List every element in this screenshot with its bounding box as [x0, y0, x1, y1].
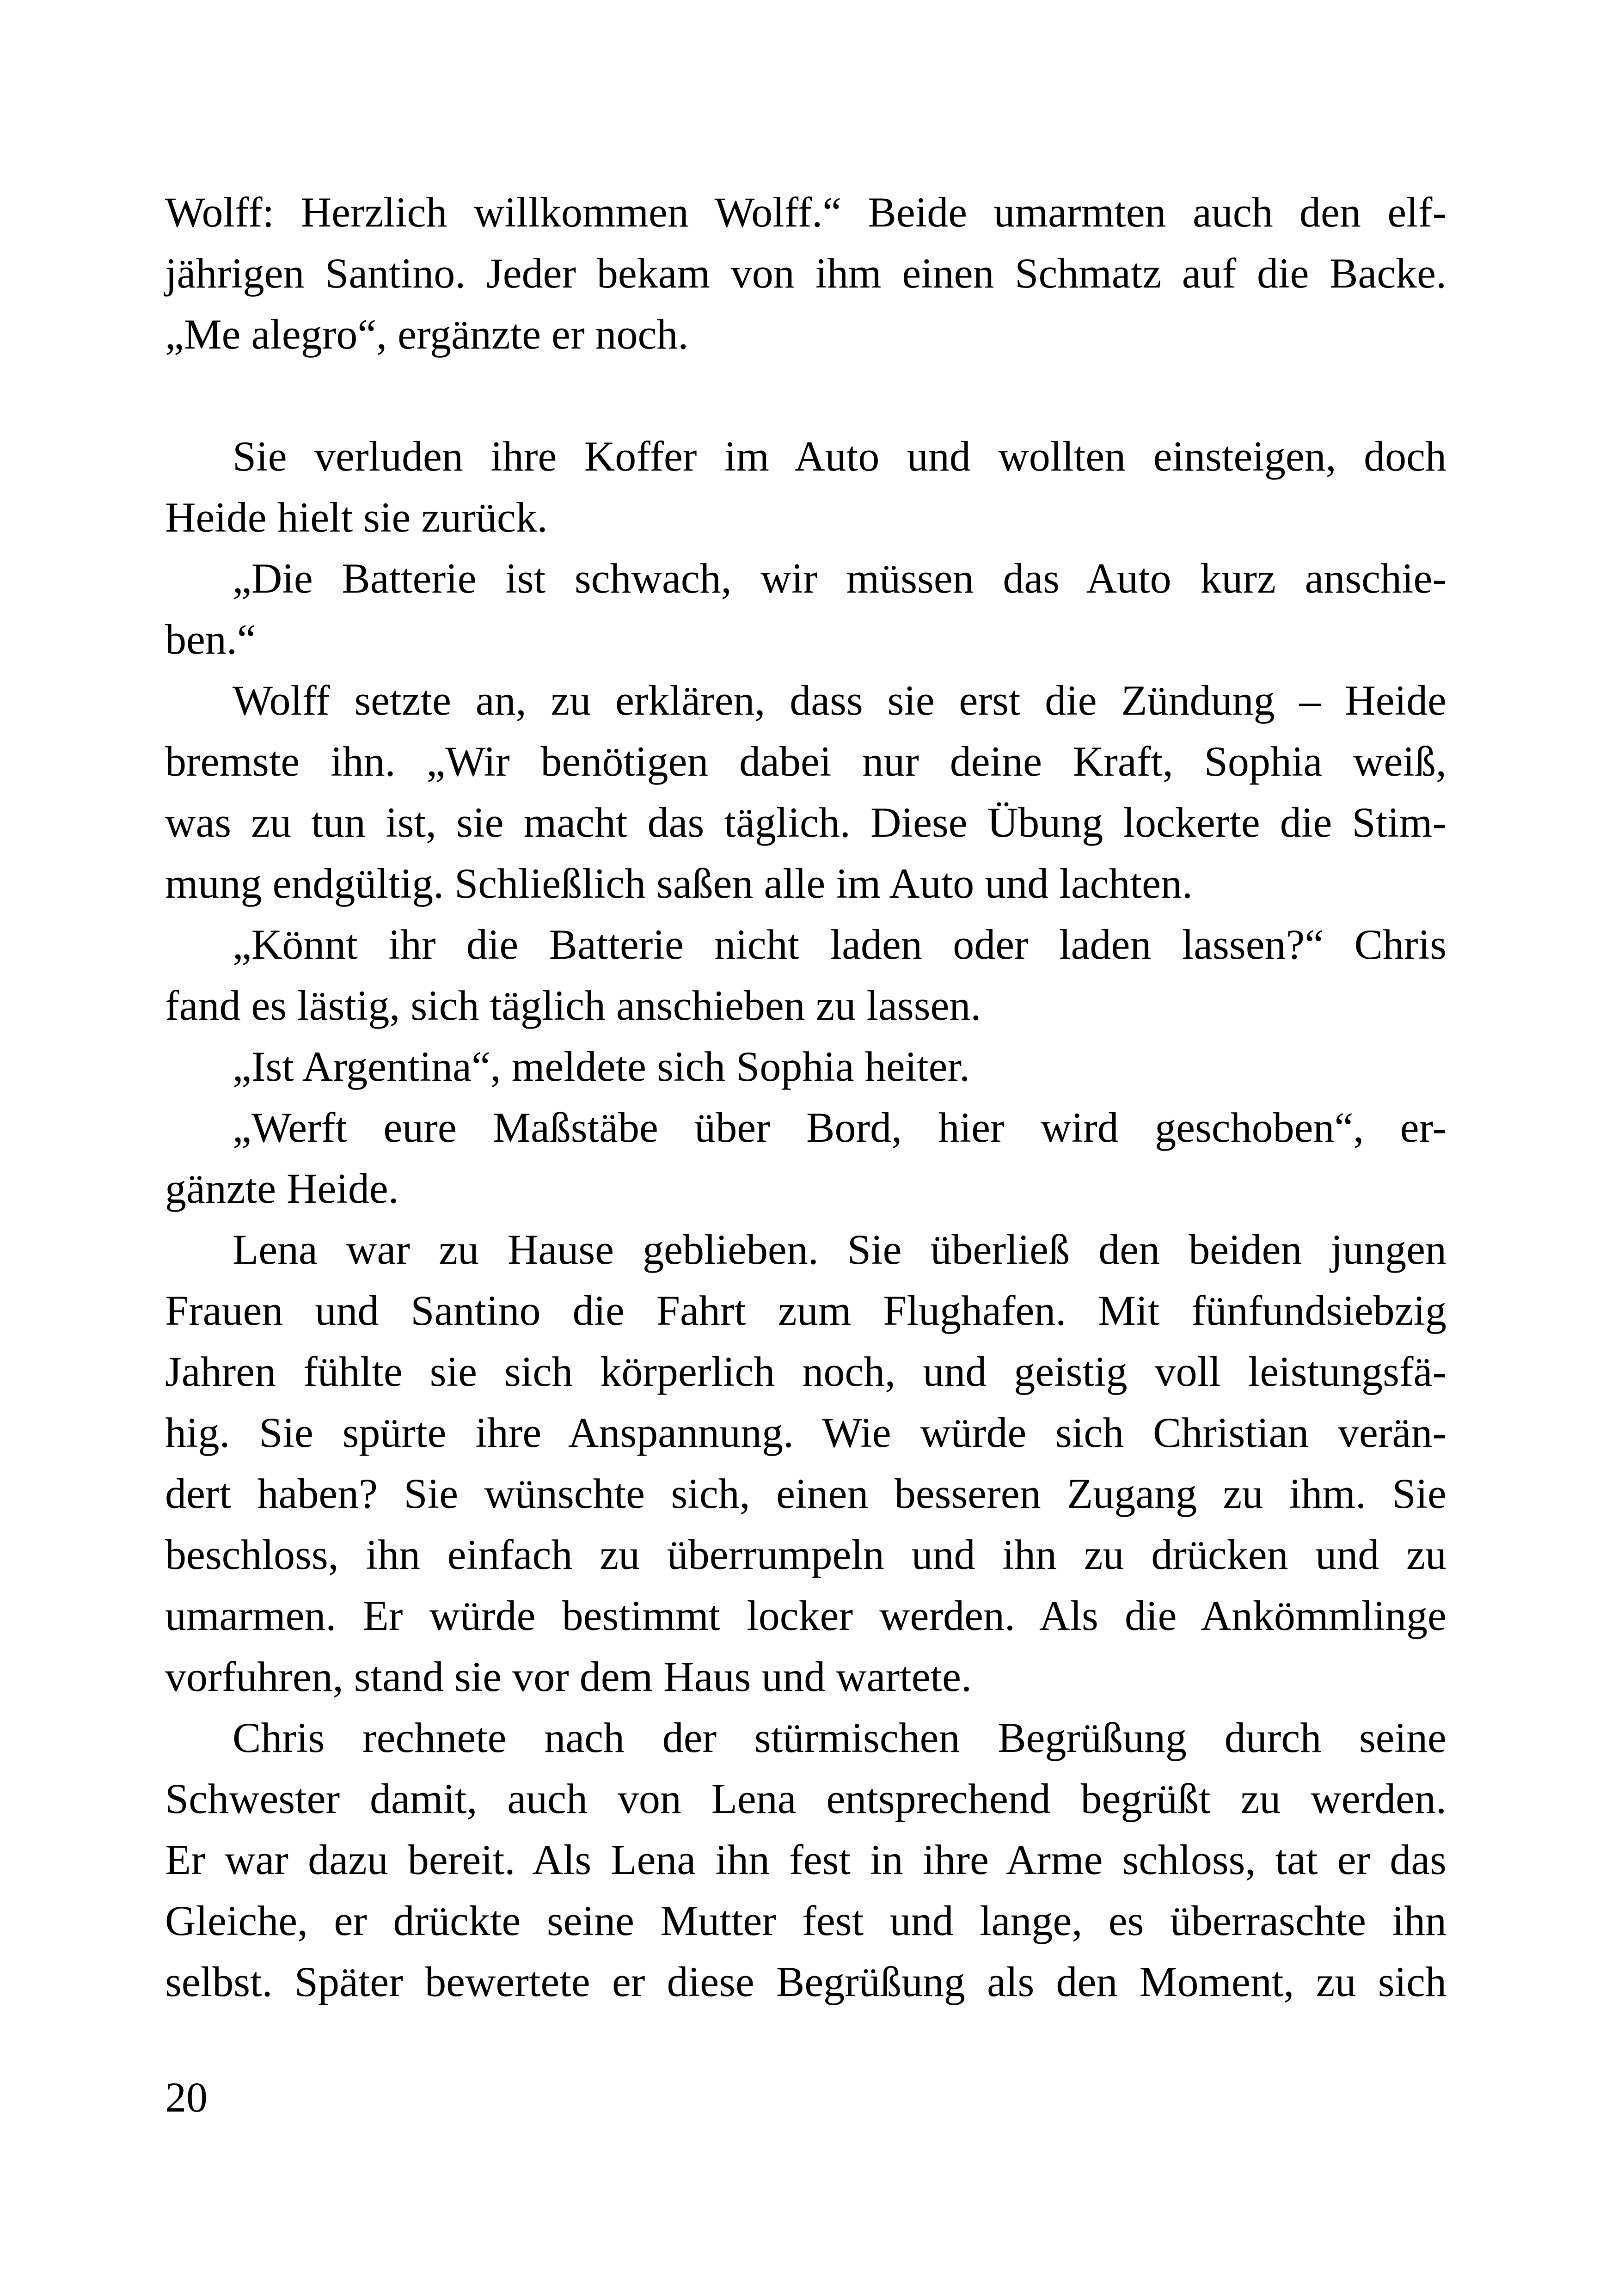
text-line: selbst. Später bewertete er diese Begrüßung als den Moment, zu sich [165, 1958, 1446, 2005]
paragraph [165, 1219, 1446, 1707]
text-line: Schwester damit, auch von Lena entsprechend begrüßt zu werden. [165, 1775, 1446, 1822]
paragraph [165, 1707, 1446, 2012]
text-line: „Die Batterie ist schwach, wir müssen das Auto kurz anschie- [233, 555, 1446, 602]
text-line: vorfuhren, stand sie vor dem Haus und wartete. [165, 1653, 972, 1700]
paragraph [165, 426, 1446, 548]
text-line: ben.“ [165, 616, 256, 663]
text-line: hig. Sie spürte ihre Anspannung. Wie würde sich Christian verän- [165, 1409, 1446, 1456]
text-line: Er war dazu bereit. Als Lena ihn fest in ihre Arme schloss, tat er das [165, 1836, 1446, 1883]
text-line: mung endgültig. Schließlich saßen alle im Auto und lachten. [165, 860, 1193, 907]
text-block [165, 182, 1446, 2012]
text-line: beschloss, ihn einfach zu überrumpeln und ihn zu drücken und zu [165, 1531, 1446, 1578]
paragraph [165, 548, 1446, 670]
text-line: Sie verluden ihre Koffer im Auto und wollten einsteigen, doch [233, 433, 1446, 480]
text-line: umarmen. Er würde bestimmt locker werden. Als die Ankömmlinge [165, 1592, 1446, 1639]
text-line: „Ist Argentina“, meldete sich Sophia heiter. [233, 1043, 970, 1090]
text-line: „Me alegro“, ergänzte er noch. [165, 311, 689, 358]
text-line: Gleiche, er drückte seine Mutter fest und lange, es überraschte ihn [165, 1897, 1446, 1944]
text-line: Wolff: Herzlich willkommen Wolff.“ Beide umarmten auch den elf- [165, 189, 1446, 236]
text-line: fand es lästig, sich täglich anschieben zu lassen. [165, 982, 981, 1029]
page-number: 20 [165, 2074, 208, 2121]
paragraph [165, 670, 1446, 914]
text-line: Jahren fühlte sie sich körperlich noch, und geistig voll leistungsfä- [165, 1348, 1446, 1395]
text-line: gänzte Heide. [165, 1165, 399, 1212]
text-line: „Werft eure Maßstäbe über Bord, hier wird geschoben“, er- [233, 1104, 1446, 1151]
text-line: bremste ihn. „Wir benötigen dabei nur deine Kraft, Sophia weiß, [165, 738, 1446, 785]
text-line: Heide hielt sie zurück. [165, 494, 548, 541]
paragraph [165, 1097, 1446, 1219]
text-line: Frauen und Santino die Fahrt zum Flughafen. Mit fünfundsiebzig [165, 1287, 1446, 1334]
paragraph [165, 914, 1446, 1036]
text-line: dert haben? Sie wünschte sich, einen besseren Zugang zu ihm. Sie [165, 1470, 1446, 1517]
text-line: Lena war zu Hause geblieben. Sie überließ den beiden jungen [233, 1226, 1446, 1273]
text-line: „Könnt ihr die Batterie nicht laden oder laden lassen?“ Chris [233, 921, 1446, 968]
text-line: was zu tun ist, sie macht das täglich. Diese Übung lockerte die Stim- [165, 799, 1446, 846]
paragraph [165, 182, 1446, 365]
text-line: Wolff setzte an, zu erklären, dass sie erst die Zündung – Heide [233, 677, 1446, 724]
text-line: Chris rechnete nach der stürmischen Begrüßung durch seine [233, 1714, 1446, 1761]
paragraph [165, 1036, 1446, 1097]
text-line: jährigen Santino. Jeder bekam von ihm einen Schmatz auf die Backe. [165, 250, 1446, 297]
